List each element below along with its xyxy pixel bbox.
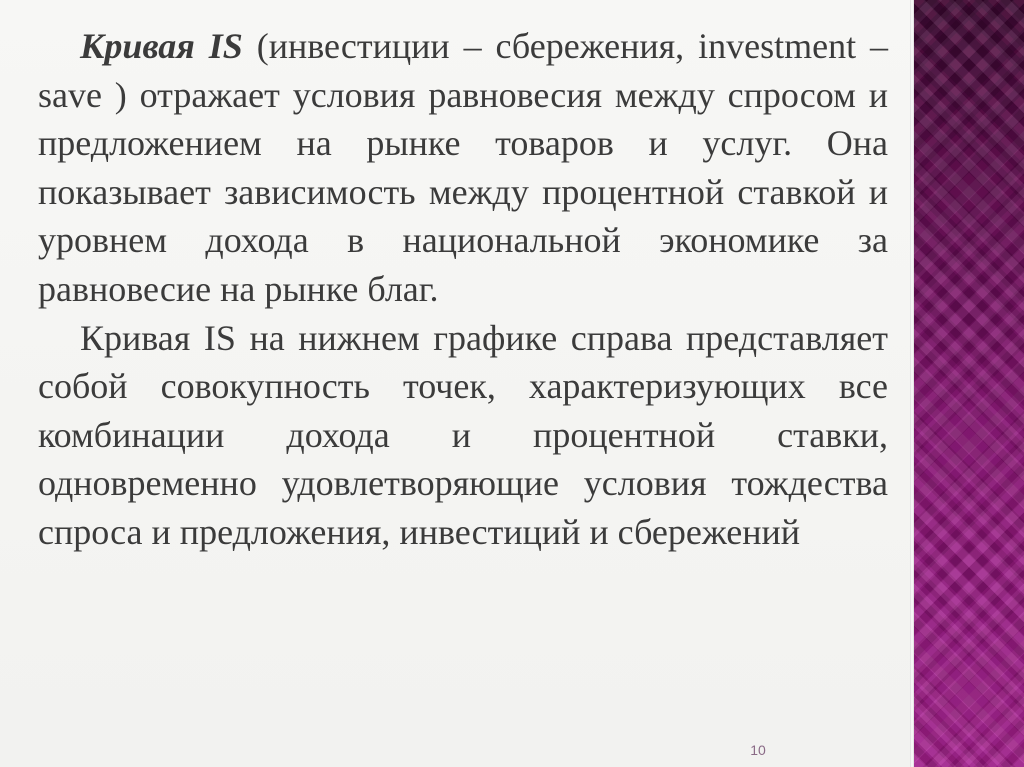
paragraph-is-graph-description: Кривая IS на нижнем графике справа представляет собой совокупность точек, характеризующих все комбинации дохода и процентной ставки, одновременно удовлетворяющие условия тождества спроса и предложения, инвестиций и сбережений: [38, 317, 888, 552]
paragraph-is-definition: [38, 22, 888, 314]
side-band-texture: [914, 0, 1024, 767]
paragraph-is-definition-text: (инвестиции – сбережения, investment – save ) отражает условия равновесия между спросом и предложением на рынке товаров и услуг. Она показывает зависимость между процентной ставкой и уровнем дохода в национальной экономике за равновесие на рынке благ.: [38, 26, 888, 309]
page-number: 10: [750, 742, 766, 758]
slide-body-text: [38, 22, 888, 557]
term-is-curve: Кривая IS: [80, 26, 243, 66]
